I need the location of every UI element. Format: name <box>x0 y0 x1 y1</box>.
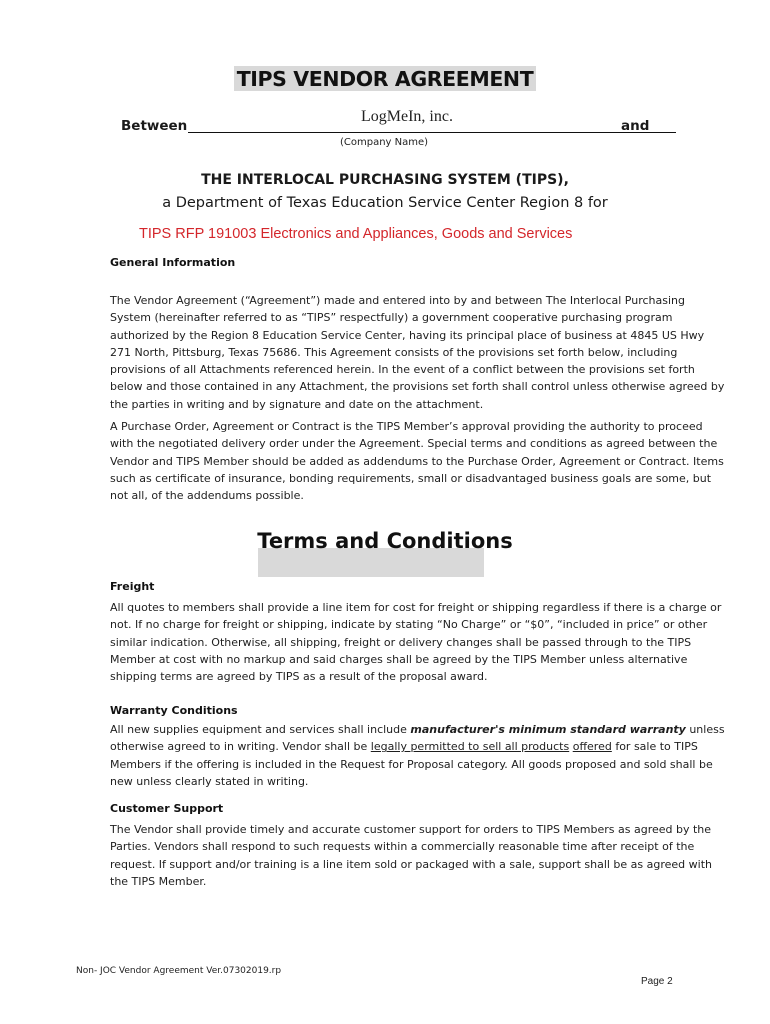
general-information-paragraph-2: A Purchase Order, Agreement or Contract is the TIPS Member’s approval providing the authority to proceed with the negotiated delivery order under the Agreement. Special terms and conditions as agreed between the Vendor and TIPS Member should be added as addendums to the Purchase Order, Agreement or Contract. Items such as certificate of insurance, bonding requirements, small or disadvantaged business goals are some, but not all, of the addendums possible. <box>110 420 724 503</box>
page-title: TIPS VENDOR AGREEMENT <box>234 66 537 91</box>
title-wrapper <box>0 66 770 91</box>
warranty-text-1: All new supplies equipment and services shall include <box>110 723 411 736</box>
customer-support-heading: Customer Support <box>110 802 224 815</box>
warranty-heading: Warranty Conditions <box>110 704 238 717</box>
warranty-underlined-offered: offered <box>572 740 612 754</box>
organization-name: THE INTERLOCAL PURCHASING SYSTEM (TIPS), <box>201 172 569 188</box>
general-information-heading: General Information <box>110 256 236 269</box>
customer-support-paragraph: The Vendor shall provide timely and accurate customer support for orders to TIPS Members as agreed by the Parties. Vendors shall respond to such requests within a commercially reasonable time after receipt of the request. If support and/or training is a line item sold or packaged with a sale, support shall be as agreed with the TIPS Member. <box>110 823 713 888</box>
and-label: and <box>621 118 650 134</box>
footer-version: Non- JOC Vendor Agreement Ver.07302019.rp <box>76 966 282 976</box>
warranty-emphasis: manufacturer's minimum standard warranty <box>410 723 686 736</box>
rfp-title: TIPS RFP 191003 Electronics and Appliances, Goods and Services <box>139 226 573 242</box>
general-information-paragraph-1: The Vendor Agreement (“Agreement”) made and entered into by and between The Interlocal Purchasing System (hereinafter referred to as “TIPS” respectfully) a government cooperative purchasing program authorized by the Region 8 Education Service Center, having its principal place of business at 4845 US Hwy 271 North, Pittsburg, Texas 75686. This Agreement consists of the provisions set forth below, including provisions of all Attachments referenced herein. In the event of a conflict between the provisions set forth below and those contained in any Attachment, the provisions set forth shall control unless otherwise agreed by the parties in writing and by signature and date on the attachment. <box>110 294 725 411</box>
warranty-text-2: unless otherwise agreed to in writing. Vendor shall be <box>110 723 725 754</box>
warranty-underlined-legal: legally permitted to sell all products <box>370 740 570 754</box>
freight-paragraph: All quotes to members shall provide a line item for cost for freight or shipping regardless if there is a charge or not. If no charge for freight or shipping, indicate by stating “No Charge” or “$0”, “included in price” or other similar indication. Otherwise, all shipping, freight or delivery changes shall be passed through to the TIPS Member at cost with no markup and said charges shall be agreed by the TIPS Member unless alternative shipping terms are agreed by TIPS as a result of the proposal award. <box>110 601 722 684</box>
company-name-field[interactable]: LogMeIn, inc. <box>361 108 453 125</box>
company-name-blank-line <box>188 132 676 133</box>
warranty-paragraph <box>110 721 726 790</box>
company-name-caption: (Company Name) <box>340 137 429 148</box>
organization-department: a Department of Texas Education Service Center Region 8 for <box>162 195 608 211</box>
between-label: Between <box>121 118 188 134</box>
warranty-text-3: for sale to TIPS Members if the offering is included in the Request for Proposal category. All goods proposed and sold shall be new unless clearly stated in writing. <box>110 740 713 788</box>
page-number: Page 2 <box>641 976 673 987</box>
freight-heading: Freight <box>110 580 155 593</box>
company-line <box>121 108 651 138</box>
terms-and-conditions-heading: Terms and Conditions <box>257 529 513 553</box>
